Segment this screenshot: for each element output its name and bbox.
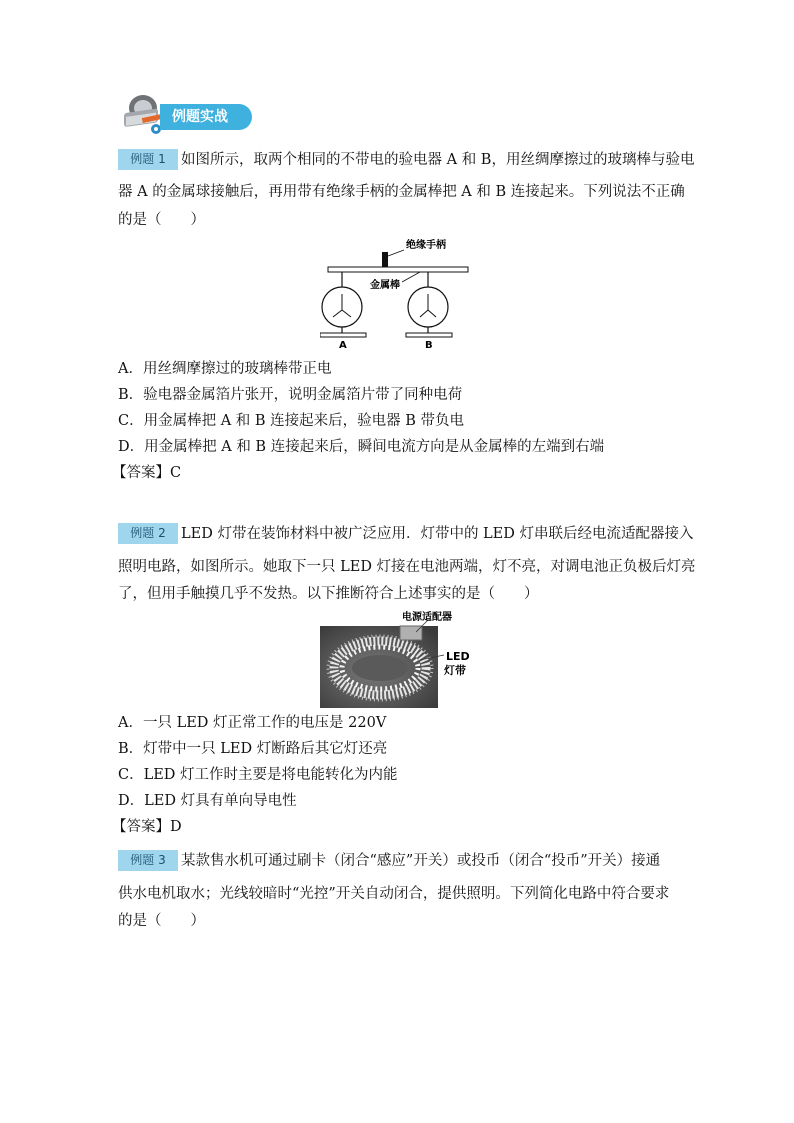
electroscope-b-label: B	[425, 340, 433, 351]
q2-option-a: A．一只 LED 灯正常工作的电压是 220V	[118, 715, 387, 731]
electroscope-a-label: A	[339, 340, 347, 351]
q1-line-1: 如图所示，取两个相同的不带电的验电器 A 和 B，用丝绸摩擦过的玻璃棒与验电	[181, 152, 695, 168]
q1-line-3: 的是（ ）	[118, 212, 205, 228]
led-strip-photo	[320, 608, 480, 708]
q2-option-b: B．灯带中一只 LED 灯断路后其它灯还亮	[118, 741, 388, 757]
q3-line-1: 某款售水机可通过刷卡（闭合“感应”开关）或投币（闭合“投币”开关）接通	[181, 853, 661, 869]
handle-label: 绝缘手柄	[406, 240, 446, 251]
q2-line-1: LED 灯带在装饰材料中被广泛应用．灯带中的 LED 灯串联后经电流适配器接入	[181, 526, 694, 542]
strip-label: 灯带	[444, 664, 466, 677]
q1-answer	[112, 463, 181, 483]
q2-option-d: D．LED 灯具有单向导电性	[118, 793, 297, 809]
led-label: LED	[446, 650, 470, 663]
insulating-handle	[382, 252, 388, 269]
q1-line-2: 器 A 的金属球接触后，再用带有绝缘手柄的金属棒把 A 和 B 连接起来。下列说法不正确	[118, 184, 685, 200]
q1-option-d: D．用金属棒把 A 和 B 连接起来后，瞬间电流方向是从金属棒的左端到右端	[118, 439, 605, 455]
q2-line-3: 了，但用手触摸几乎不发热。以下推断符合上述事实的是（ ）	[118, 586, 539, 602]
q2-answer-label: 【答案】	[112, 819, 170, 835]
q1-answer-label: 【答案】	[112, 465, 170, 481]
q2-answer-value: D	[170, 819, 182, 835]
q3-line-2: 供水电机取水；光线较暗时“光控”开关自动闭合，提供照明。下列简化电路中符合要求	[118, 886, 670, 902]
adapter-label: 电源适配器	[402, 612, 452, 623]
q1-option-b: B．验电器金属箔片张开，说明金属箔片带了同种电荷	[118, 387, 463, 403]
metal-rod	[328, 267, 468, 272]
example-2-tag: 例题 2	[118, 523, 178, 544]
q1-option-a: A．用丝绸摩擦过的玻璃棒带正电	[118, 361, 332, 377]
q2-line-2: 照明电路，如图所示。她取下一只 LED 灯接在电池两端，灯不亮，对调电池正负极后灯亮	[118, 559, 696, 575]
q2-option-c: C．LED 灯工作时主要是将电能转化为内能	[118, 767, 398, 783]
example-1-tag: 例题 1	[118, 149, 178, 170]
electroscope-figure	[320, 236, 480, 354]
q2-answer	[112, 817, 182, 837]
rod-label: 金属棒	[370, 280, 400, 291]
q1-option-c: C．用金属棒把 A 和 B 连接起来后，验电器 B 带负电	[118, 413, 465, 429]
section-title: 例题实战	[172, 109, 228, 125]
example-3-tag: 例题 3	[118, 850, 178, 871]
q1-answer-value: C	[170, 465, 182, 481]
q3-line-3: 的是（ ）	[118, 913, 205, 929]
